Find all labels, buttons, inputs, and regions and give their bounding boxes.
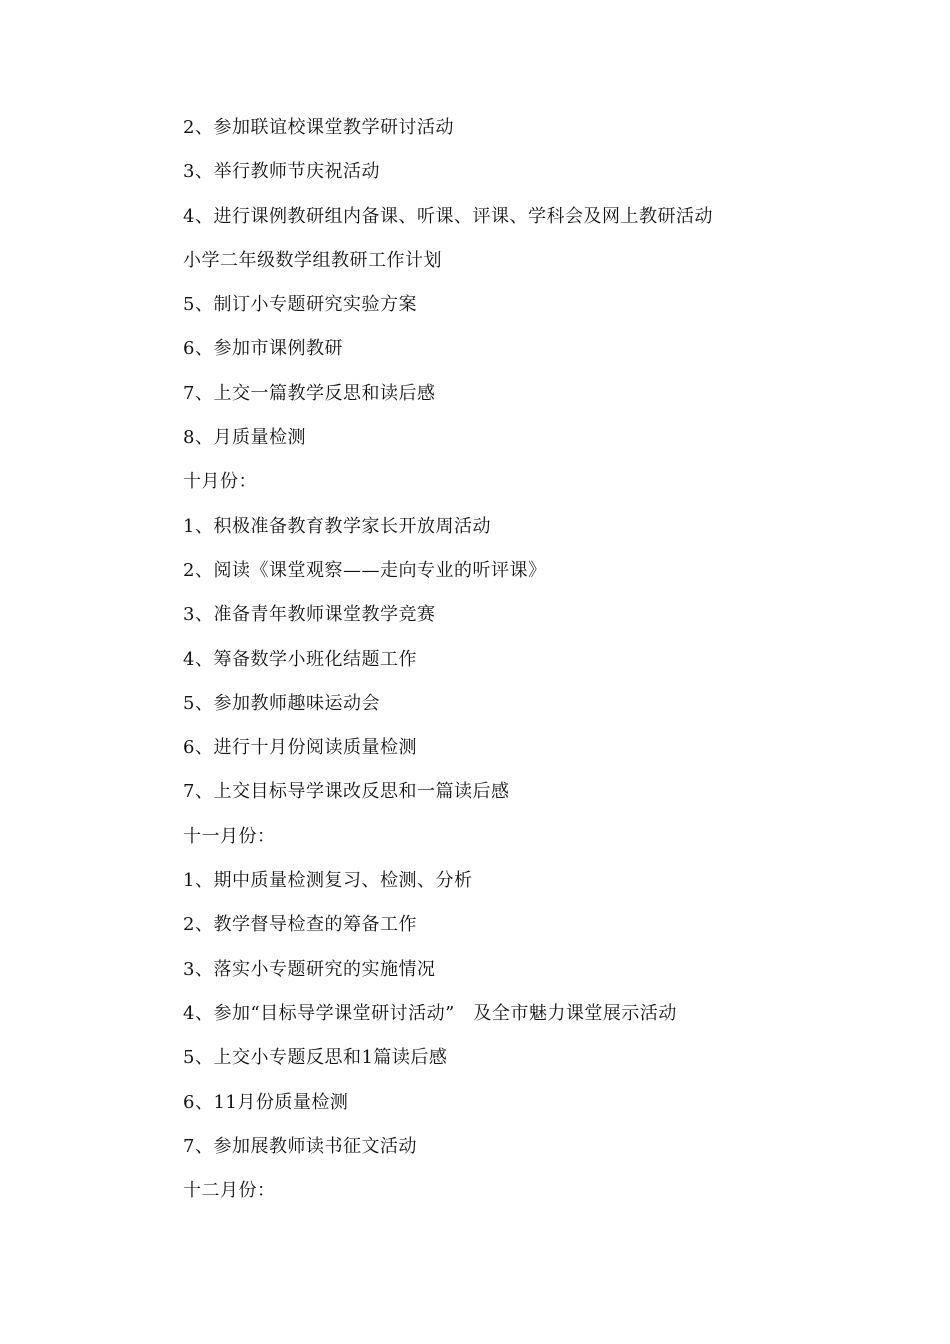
text-line: 6、11月份质量检测 — [183, 1091, 349, 1113]
text-line: 2、教学督导检查的筹备工作 — [183, 914, 417, 936]
section-heading: 十一月份： — [183, 825, 276, 847]
text-line: 3、举行教师节庆祝活动 — [183, 161, 380, 183]
text-line: 1、期中质量检测复习、检测、分析 — [183, 870, 473, 892]
section-heading: 十二月份： — [183, 1180, 276, 1202]
text-line: 2、阅读《课堂观察——走向专业的听评课》 — [183, 559, 547, 581]
text-line: 7、上交目标导学课改反思和一篇读后感 — [183, 781, 510, 803]
section-heading: 十月份： — [183, 471, 257, 493]
text-line: 1、积极准备教育教学家长开放周活动 — [183, 515, 491, 537]
text-line: 4、筹备数学小班化结题工作 — [183, 648, 417, 670]
text-line: 7、参加展教师读书征文活动 — [183, 1135, 417, 1157]
text-line: 3、准备青年教师课堂教学竞赛 — [183, 604, 436, 626]
text-line: 4、进行课例教研组内备课、听课、评课、学科会及网上教研活动 — [183, 205, 713, 227]
text-line: 5、参加教师趣味运动会 — [183, 692, 380, 714]
text-line: 2、参加联谊校课堂教学研讨活动 — [183, 117, 454, 138]
text-line: 5、上交小专题反思和1篇读后感 — [183, 1047, 448, 1069]
text-line: 7、上交一篇教学反思和读后感 — [183, 382, 436, 404]
text-line: 6、参加市课例教研 — [183, 338, 343, 360]
text-line: 8、月质量检测 — [183, 427, 306, 449]
text-line: 6、进行十月份阅读质量检测 — [183, 737, 417, 759]
document-body — [183, 114, 713, 1221]
text-line: 5、制订小专题研究实验方案 — [183, 294, 417, 316]
text-line: 小学二年级数学组教研工作计划 — [183, 249, 442, 271]
text-line: 4、参加“目标导学课堂研讨活动” 及全市魅力课堂展示活动 — [183, 1002, 677, 1024]
text-line: 3、落实小专题研究的实施情况 — [183, 958, 436, 980]
